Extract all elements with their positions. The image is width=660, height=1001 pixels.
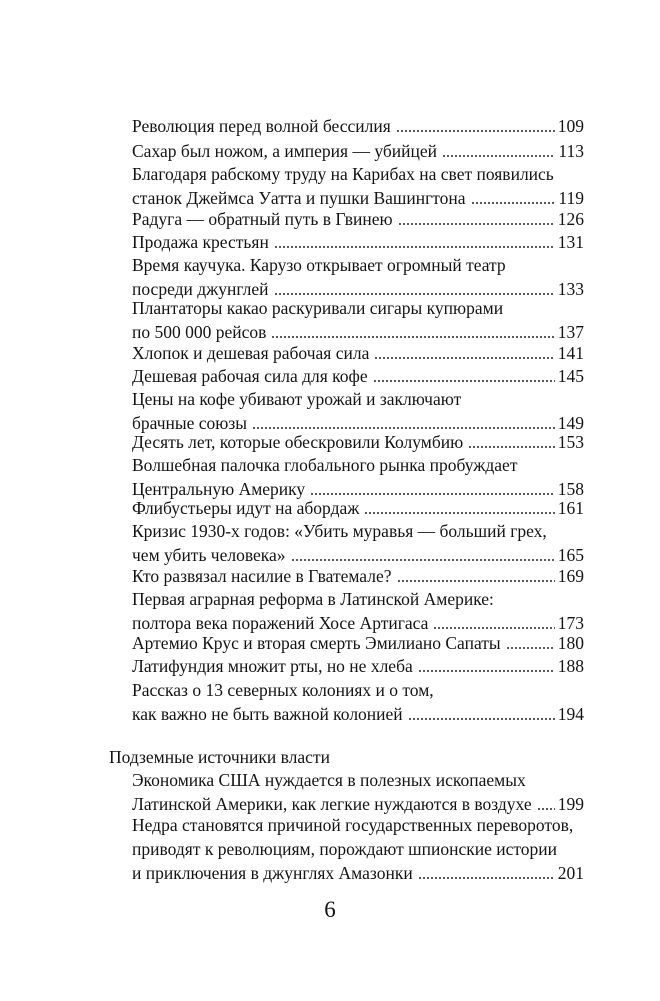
toc-entry[interactable] (132, 564, 584, 588)
dot-leader (274, 237, 555, 249)
page-number: 188 (557, 656, 584, 676)
page-number: 113 (558, 141, 584, 161)
dot-leader (418, 661, 555, 673)
dot-leader (274, 284, 555, 296)
page-number: 158 (557, 479, 584, 499)
entry-line: Цены на кофе убивают урожай и заключают (132, 389, 462, 409)
page-number: 145 (557, 366, 584, 386)
entry-title: и приключения в джунглях Амазонки (132, 863, 413, 883)
toc-entry[interactable] (132, 519, 584, 567)
dot-leader (537, 799, 555, 811)
entry-title: чем убить человека» (132, 545, 286, 565)
page-number: 141 (557, 343, 584, 363)
page-number: 194 (557, 704, 584, 724)
dot-leader (506, 638, 555, 650)
section-title: Подземные источники власти (109, 747, 330, 767)
toc-entry[interactable] (132, 230, 584, 254)
entry-line: приводят к революциям, порождают шпионские истории (132, 839, 557, 859)
toc-entry[interactable] (132, 139, 584, 163)
dot-leader (396, 121, 555, 133)
entry-line: Первая аграрная реформа в Латинской Америке: (132, 589, 494, 609)
entry-title: Центральную Америку (132, 479, 306, 499)
entry-title: как важно не быть важной колонией (132, 704, 403, 724)
dot-leader (433, 618, 554, 630)
toc-entry[interactable] (132, 364, 584, 388)
entry-title: по 500 000 рейсов (132, 322, 267, 342)
entry-title: Дешевая рабочая сила для кофе (132, 366, 368, 386)
entry-title: Хлопок и дешевая рабочая сила (132, 343, 370, 363)
toc-entry[interactable] (132, 253, 584, 301)
dot-leader (418, 868, 555, 880)
toc-entry[interactable] (132, 654, 584, 678)
entry-title: Сахар был ножом, а империя — убийцей (132, 141, 437, 161)
entry-line: Экономика США нуждается в полезных ископаемых (132, 770, 526, 790)
page-number: 199 (557, 794, 584, 814)
entry-title: Флибустьеры идут на абордаж (132, 498, 360, 518)
entry-line: Недра становятся причиной государственных переворотов, (132, 815, 574, 835)
dot-leader (373, 371, 555, 383)
toc-entry[interactable] (132, 768, 584, 816)
dot-leader (364, 503, 554, 515)
entry-title: Кто развязал насилие в Гватемале? (132, 566, 392, 586)
entry-title: посреди джунглей (132, 279, 269, 299)
toc-entry[interactable] (132, 813, 584, 885)
page-number: 126 (557, 209, 584, 229)
page-number: 149 (557, 413, 584, 433)
entry-title: Артемио Крус и вторая смерть Эмилиано Сапаты (132, 633, 501, 653)
toc-entry[interactable] (132, 114, 584, 138)
entry-title: Десять лет, которые обескровили Колумбию (132, 432, 464, 452)
dot-leader (374, 348, 554, 360)
page-number: 201 (557, 863, 584, 883)
page-number: 137 (557, 322, 584, 342)
entry-title: Латифундия множит рты, но не хлеба (132, 656, 413, 676)
entry-line: Кризис 1930-х годов: «Убить муравья — больший грех, (132, 521, 547, 541)
page-number: 109 (557, 116, 584, 136)
page-number: 153 (557, 432, 584, 452)
dot-leader (468, 437, 555, 449)
entry-line: Волшебная палочка глобального рынка пробуждает (132, 455, 518, 475)
page-number: 173 (557, 613, 584, 633)
dot-leader (471, 193, 556, 205)
toc-entry[interactable] (132, 162, 584, 210)
entry-title: Радуга — обратный путь в Гвинею (132, 209, 393, 229)
page-number: 165 (557, 545, 584, 565)
entry-title: брачные союзы (132, 413, 248, 433)
entry-line: Время каучука. Карузо открывает огромный театр (132, 255, 506, 275)
page-folio: 6 (324, 897, 336, 922)
toc-entry[interactable] (132, 453, 584, 501)
toc-entry[interactable] (132, 678, 584, 726)
entry-line: Рассказ о 13 северных колониях и о том, (132, 680, 434, 700)
dot-leader (408, 709, 555, 721)
toc-entry[interactable] (132, 341, 584, 365)
entry-title: Продажа крестьян (132, 232, 269, 252)
toc-entry[interactable] (132, 207, 584, 231)
page-number: 161 (557, 498, 584, 518)
entry-title: Латинской Америки, как легкие нуждаются в воздухе (132, 794, 532, 814)
toc-entry[interactable] (132, 387, 584, 435)
entry-title: станок Джеймса Уатта и пушки Вашингтона (132, 188, 466, 208)
dot-leader (442, 146, 555, 158)
page-number: 119 (558, 188, 584, 208)
dot-leader (397, 571, 555, 583)
entry-line: Плантаторы какао раскуривали сигары купюрами (132, 298, 504, 318)
dot-leader (310, 484, 555, 496)
toc-entry[interactable] (132, 430, 584, 454)
page-number: 133 (557, 279, 584, 299)
dot-leader (271, 327, 554, 339)
entry-title: полтора века поражений Хосе Артигаса (132, 613, 429, 633)
page-number: 169 (557, 566, 584, 586)
entry-title: Революция перед волной бессилия (132, 116, 391, 136)
page-number: 180 (557, 633, 584, 653)
toc-entry[interactable] (132, 587, 584, 635)
dot-leader (252, 418, 555, 430)
page-number: 131 (557, 232, 584, 252)
entry-line: Благодаря рабскому труду на Карибах на свет появились (132, 164, 554, 184)
dot-leader (398, 214, 555, 226)
dot-leader (291, 550, 555, 562)
toc-entry[interactable] (132, 296, 584, 344)
toc-entry[interactable] (132, 631, 584, 655)
toc-entry[interactable] (132, 496, 584, 520)
